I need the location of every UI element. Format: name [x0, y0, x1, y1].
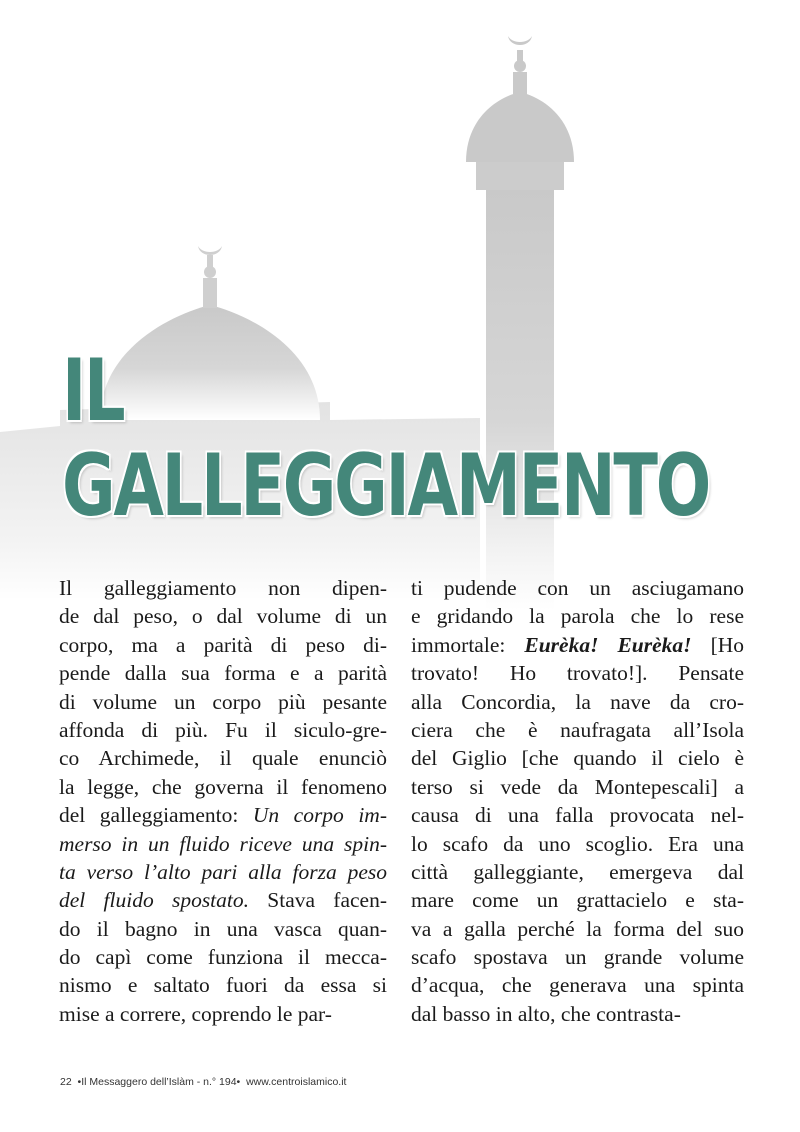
text-line: ciera che è naufragata all’Isola [411, 717, 744, 742]
title-line-2: GALLEGGIAMENTO [62, 436, 709, 536]
text-line: la legge, che governa il fenomeno [59, 774, 387, 799]
text-line: pende dalla sua forma e a parità [59, 661, 387, 686]
dome-finial-rod [207, 255, 213, 269]
page-footer [60, 1076, 346, 1088]
italic-text-line: merso in un fluido riceve una spin- [59, 831, 387, 856]
title-line-1: IL [62, 341, 124, 441]
minaret-crescent-icon [508, 36, 532, 45]
minaret-finial-rod [517, 50, 523, 64]
text-line: mare come un grattacielo e sta- [411, 888, 744, 913]
bold-italic-text-segment: Eurèka! Eurèka! [524, 632, 692, 657]
text-line: trovato! Ho trovato!]. Pensate [411, 661, 744, 686]
minaret-dome [466, 92, 574, 162]
text-line: di volume un corpo più pesante [59, 689, 387, 714]
text-line: terso si vede da Montepescali] a [411, 774, 744, 799]
text-line: ti pudende con un asciugamano [411, 576, 744, 600]
text-line: scafo spostava un grande volume [411, 945, 744, 970]
text-segment: Stava facen- [267, 888, 388, 913]
text-line: e gridando la parola che lo rese [411, 604, 744, 629]
minaret-neck [513, 72, 527, 94]
text-line: lo scafo da uno scoglio. Era una [411, 831, 744, 856]
text-line [59, 886, 387, 914]
text-line: do il bagno in una vasca quan- [59, 916, 387, 941]
text-line: corpo, ma a parità di peso di- [59, 632, 387, 657]
dome-crescent-icon [198, 246, 222, 255]
text-line [411, 631, 744, 659]
column-left [59, 574, 387, 1028]
text-line [59, 801, 387, 829]
text-line: do capì come funziona il mecca- [59, 945, 387, 970]
text-line: dal basso in alto, che contrasta- [411, 1001, 681, 1026]
text-line: d’acqua, che generava una spinta [411, 973, 744, 998]
website-link[interactable]: www.centroislamico.it [246, 1076, 347, 1088]
text-line: affonda di più. Fu il siculo-gre- [59, 717, 387, 742]
italic-text-segment: del fluido spostato. [59, 888, 250, 913]
text-segment: immortale: [411, 632, 506, 657]
text-line: mise a correre, coprendo le par- [59, 1001, 332, 1026]
text-line: città galleggiante, emergeva dal [411, 859, 744, 884]
dome-neck [203, 278, 217, 308]
italic-text-segment: Un corpo im- [252, 803, 387, 828]
minaret-shaft [486, 190, 554, 610]
column-right [411, 574, 744, 1028]
text-line: va a galla perché la forma del suo [411, 916, 744, 941]
page-number: 22 [60, 1076, 72, 1088]
text-segment: [Ho [710, 632, 745, 657]
text-line: alla Concordia, la nave da cro- [411, 689, 744, 714]
publication-name: •Il Messaggero dell’Islàm - n.° 194• [77, 1076, 241, 1088]
text-line: de dal peso, o dal volume di un [59, 604, 387, 629]
text-segment: del galleggiamento: [59, 803, 239, 828]
minaret-balcony [476, 160, 564, 190]
text-line: Il galleggiamento non dipen- [59, 576, 387, 600]
text-line: causa di una falla provocata nel- [411, 803, 744, 828]
main-dome [100, 305, 320, 420]
text-line: co Archimede, il quale enunciò [59, 746, 387, 771]
italic-text-line: ta verso l’alto pari alla forza peso [59, 859, 387, 884]
text-line: nismo e saltato fuori da essa si [59, 973, 387, 998]
text-line: del Giglio [che quando il cielo è [411, 746, 744, 771]
